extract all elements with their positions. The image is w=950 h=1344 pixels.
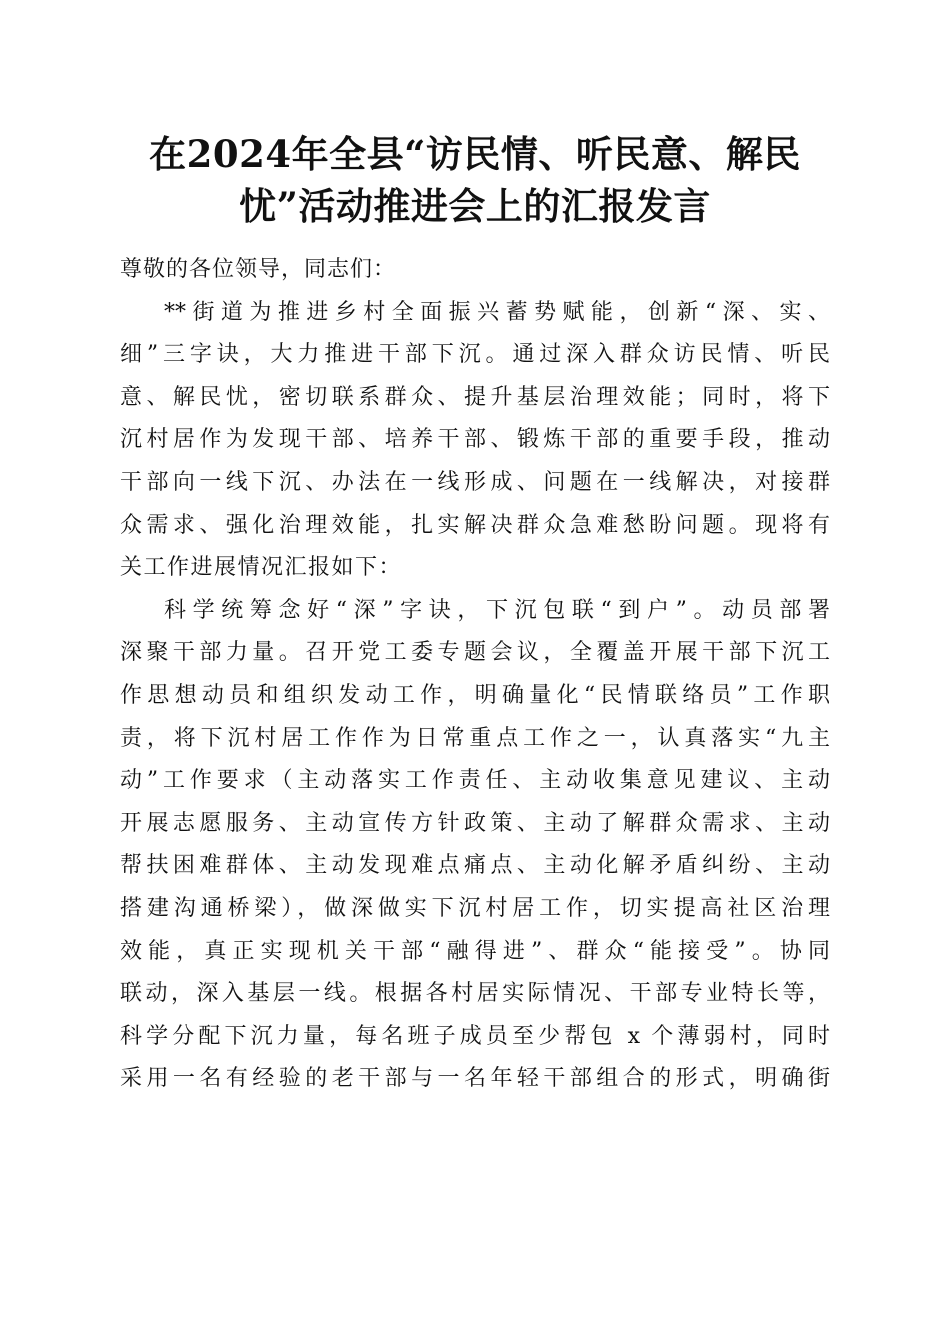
paragraph-line: **街道为推进乡村全面振兴蓄势赋能，创新“深、实、 (164, 299, 830, 325)
document-body (120, 249, 830, 1101)
paragraph-line: 责，将下沉村居工作作为日常重点工作之一，认真落实“九主 (120, 725, 830, 751)
title-line-1: 在2024年全县“访民情、听民意、解民 (149, 132, 801, 176)
paragraph-line: 科学分配下沉力量，每名班子成员至少帮包 x 个薄弱村，同时 (120, 1023, 830, 1049)
paragraph-line: 科学统筹念好“深”字诀，下沉包联“到户”。动员部署 (164, 597, 830, 623)
paragraph-line: 帮扶困难群体、主动发现难点痛点、主动化解矛盾纠纷、主动 (120, 853, 830, 879)
paragraph-1 (120, 292, 830, 590)
paragraph-line: 深聚干部力量。召开党工委专题会议，全覆盖开展干部下沉工 (120, 640, 830, 666)
title-line-2: 忧”活动推进会上的汇报发言 (239, 184, 711, 228)
paragraph-line: 作思想动员和组织发动工作，明确量化“民情联络员”工作职 (120, 682, 830, 708)
paragraph-line: 关工作进展情况汇报如下： (120, 555, 403, 581)
document-title (120, 128, 830, 232)
paragraph-line: 干部向一线下沉、办法在一线形成、问题在一线解决，对接群 (120, 469, 830, 495)
paragraph-line: 细”三字诀，大力推进干部下沉。通过深入群众访民情、听民 (120, 342, 830, 368)
paragraph-line: 意、解民忧，密切联系群众、提升基层治理效能；同时，将下 (120, 384, 830, 410)
paragraph-line: 采用一名有经验的老干部与一名年轻干部组合的形式，明确街 (120, 1066, 830, 1092)
paragraph-line: 动”工作要求（主动落实工作责任、主动收集意见建议、主动 (120, 768, 830, 794)
paragraph-line: 搭建沟通桥梁），做深做实下沉村居工作，切实提高社区治理 (120, 895, 830, 921)
paragraph-line: 效能，真正实现机关干部“融得进”、群众“能接受”。协同 (120, 938, 830, 964)
paragraph-line: 开展志愿服务、主动宣传方针政策、主动了解群众需求、主动 (120, 810, 830, 836)
paragraph-line: 联动，深入基层一线。根据各村居实际情况、干部专业特长等， (120, 981, 830, 1007)
paragraph-2 (120, 590, 830, 1101)
salutation: 尊敬的各位领导，同志们： (120, 257, 397, 282)
paragraph-line: 众需求、强化治理效能，扎实解决群众急难愁盼问题。现将有 (120, 512, 830, 538)
paragraph-line: 沉村居作为发现干部、培养干部、锻炼干部的重要手段，推动 (120, 427, 830, 453)
